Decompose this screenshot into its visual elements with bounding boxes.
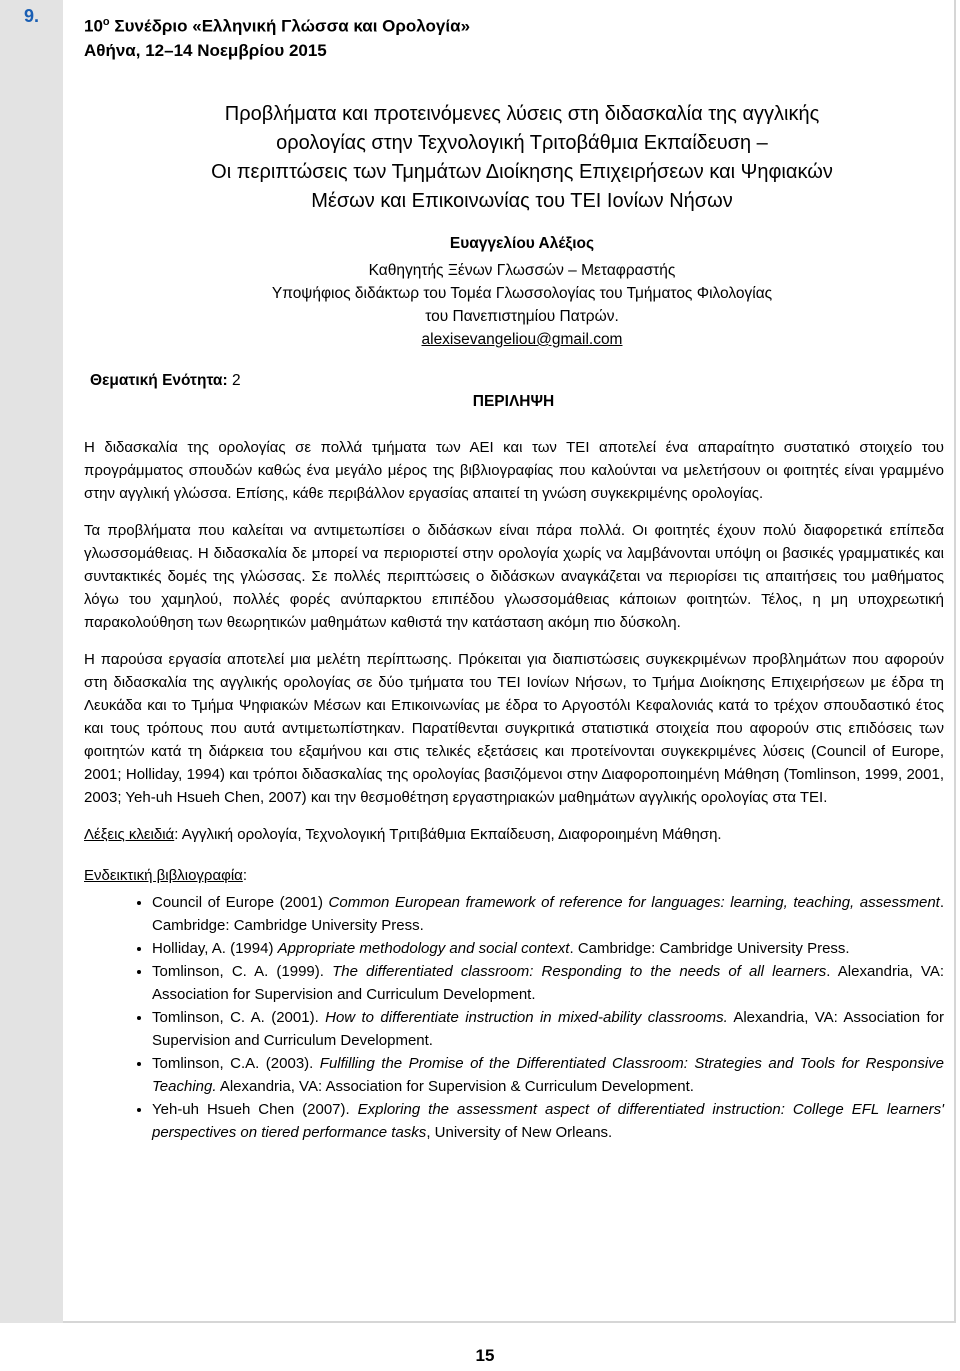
author-email-link[interactable]: alexisevangeliou@gmail.com xyxy=(421,331,623,348)
bib-title: Exploring the assessment aspect of differentiated instruction: College EFL learners' perspectives on tiered performance tasks xyxy=(152,1101,944,1141)
bibliography-list xyxy=(84,891,944,1144)
conference-name: Συνέδριο «Ελληνική Γλώσσα και Ορολογία» xyxy=(109,16,471,36)
bibliography-item xyxy=(152,937,944,960)
ordinal-number: 10 xyxy=(84,16,103,36)
abstract-body xyxy=(84,436,944,1144)
bib-publisher: . Alexandria, VA: Association for Supervision and Curriculum Development. xyxy=(152,963,944,1003)
abstract-paragraph: Τα προβλήματα που καλείται να αντιμετωπίσει ο διδάσκων είναι πάρα πολλά. Οι φοιτητές έχουν πολύ διαφορετικά επίπεδα γλωσσομάθειας. Η διδασκαλία δε μπορεί να περιοριστεί στην ορολογία χωρίς να λαμβάνονται υπόψη οι βασικές γραμματικές και συντακτικές δομές της γλώσσας. Σε πολλές περιπτώσεις ο διδάσκων αναγκάζεται να περιορίσει τις απαιτήσεις του μαθήματος λόγω του χαμηλού, πολλές φορές ανύπαρκτου επιπέδου γλωσσομάθειας κάποιων φοιτητών. Τέλος, η μη υποχρεωτική παρακολούθηση των θεωρητικών μαθημάτων καθιστά την κατάσταση ακόμη πιο δύσκολη. xyxy=(84,522,944,631)
title-line: ορολογίας στην Τεχνολογική Τριτοβάθμια Εκπαίδευση – xyxy=(276,132,768,154)
abstract-paragraph: Η διδασκαλία της ορολογίας σε πολλά τμήματα των ΑΕΙ και των ΤΕΙ αποτελεί ένα απαραίτητο συστατικό στοιχείο του προγράμματος σπουδών καθώς ένα μεγάλο μέρος της βιβλιογραφίας που καλούνται να μελετήσουν οι φοιτητές είναι γραμμένο στην αγγλική γλώσσα. Επίσης, κάθε περιβάλλον εργασίας απαιτεί τη γνώση συγκεκριμένης ορολογίας. xyxy=(84,439,944,502)
bibliography-label: Ενδεικτική βιβλιογραφία xyxy=(84,867,243,884)
page-number: 15 xyxy=(475,1346,495,1365)
thematic-unit xyxy=(90,372,241,390)
conference-line-1 xyxy=(84,10,470,39)
bib-author: Tomlinson, C. A. (2001). xyxy=(152,1009,326,1026)
bib-title: Fulfilling the Promise of the Differentiated Classroom: Strategies and Tools for Responsive Teaching. xyxy=(152,1055,944,1095)
bibliography-item xyxy=(152,960,944,1006)
bibliography-item xyxy=(152,1006,944,1052)
thematic-value: 2 xyxy=(231,372,241,389)
bib-title: How to differentiate instruction in mixed-ability classrooms. xyxy=(325,1009,728,1026)
bibliography-heading xyxy=(84,864,944,887)
bibliography-item xyxy=(152,891,944,937)
bibliography-colon: : xyxy=(242,867,248,884)
bib-author: Tomlinson, C.A. (2003). xyxy=(152,1055,320,1072)
keywords-text: : Αγγλική ορολογία, Τεχνολογική Τριτιβάθμια Εκπαίδευση, Διαφοροιημένη Μάθηση. xyxy=(174,826,722,843)
bib-title: Appropriate methodology and social context xyxy=(277,940,570,957)
bibliography xyxy=(84,864,944,1144)
bib-publisher: , University of New Orleans. xyxy=(426,1124,613,1141)
bib-author: Tomlinson, C. A. (1999). xyxy=(152,963,333,980)
bib-publisher: . Cambridge: Cambridge University Press. xyxy=(569,940,850,957)
affiliation-line: του Πανεπιστημίου Πατρών. xyxy=(425,308,619,325)
thematic-label: Θεματική Ενότητα: xyxy=(90,372,228,389)
affiliation-line: Υποψήφιος διδάκτωρ του Τομέα Γλωσσολογίας του Τμήματος Φιλολογίας xyxy=(271,285,773,302)
author-name: Ευαγγελίου Αλέξιος xyxy=(449,235,595,252)
paper-title xyxy=(84,100,960,216)
conference-line-2: Αθήνα, 12–14 Νοεμβρίου 2015 xyxy=(84,40,327,60)
section-number: 9. xyxy=(23,6,39,26)
bib-author: Council of Europe (2001) xyxy=(152,894,329,911)
affiliation-line: Καθηγητής Ξένων Γλωσσών – Μεταφραστής xyxy=(368,262,676,279)
conference-header xyxy=(84,10,470,63)
title-line: Προβλήματα και προτεινόμενες λύσεις στη διδασκαλία της αγγλικής xyxy=(224,103,820,125)
author-block xyxy=(84,232,960,351)
bib-title: The differentiated classroom: Responding to the needs of all learners xyxy=(332,963,827,980)
bib-title: Common European framework of reference for languages: learning, teaching, assessment xyxy=(328,894,940,911)
ordinal-suffix: ο xyxy=(102,16,110,28)
bib-author: Holliday, A. (1994) xyxy=(152,940,278,957)
title-line: Οι περιπτώσεις των Τμημάτων Διοίκησης Επιχειρήσεων και Ψηφιακών xyxy=(211,161,833,183)
bib-publisher: Alexandria, VA: Association for Supervision & Curriculum Development. xyxy=(216,1078,694,1095)
bib-publisher: Alexandria, VA: Association for Supervision and Curriculum Development. xyxy=(152,1009,944,1049)
keywords xyxy=(84,823,944,846)
bibliography-item xyxy=(152,1052,944,1098)
bib-publisher: . Cambridge: Cambridge University Press. xyxy=(152,894,944,934)
title-line: Μέσων και Επικοινωνίας του ΤΕΙ Ιονίων Νήσων xyxy=(311,190,733,212)
page-sidebar xyxy=(0,0,63,1323)
bib-author: Yeh-uh Hsueh Chen (2007). xyxy=(152,1101,358,1118)
abstract-paragraph: Η παρούσα εργασία αποτελεί μια μελέτη περίπτωσης. Πρόκειται για διαπιστώσεις συγκεκριμένων προβλημάτων που αφορούν στη διδασκαλία της αγγλικής ορολογίας σε δύο τμήματα του ΤΕΙ Ιονίων Νήσων, το Τμήμα Διοίκησης Επιχειρήσεων με έδρα τη Λευκάδα και το Τμήμα Ψηφιακών Μέσων και Επικοινωνίας με έδρα το Αργοστόλι Κεφαλονιάς κατά το τρέχον σπουδαστικό έτος και τους τρόπους που αυτά αντιμετωπίστηκαν. Παρατίθενται συγκριτικά στατιστικά στοιχεία που αφορούν στις επιδόσεις των φοιτητών κατά τη διάρκεια του εξαμήνου και στις τελικές εξετάσεις και προτείνονται συγκεκριμένες λύσεις (Council of Europe, 2001; Holliday, 1994) και τρόποι διδασκαλίας της ορολογίας βασιζόμενοι στην Διαφοροποιημένη Μάθηση (Tomlinson, 1999, 2001, 2003; Yeh-uh Hsueh Chen, 2007) και την θεσμοθέτηση εργαστηριακών μαθημάτων αγγλικής ορολογίας στα ΤΕΙ. xyxy=(84,651,944,806)
bibliography-item xyxy=(152,1098,944,1144)
abstract-heading: ΠΕΡΙΛΗΨΗ xyxy=(472,393,555,410)
keywords-label: Λέξεις κλειδιά xyxy=(84,826,175,843)
